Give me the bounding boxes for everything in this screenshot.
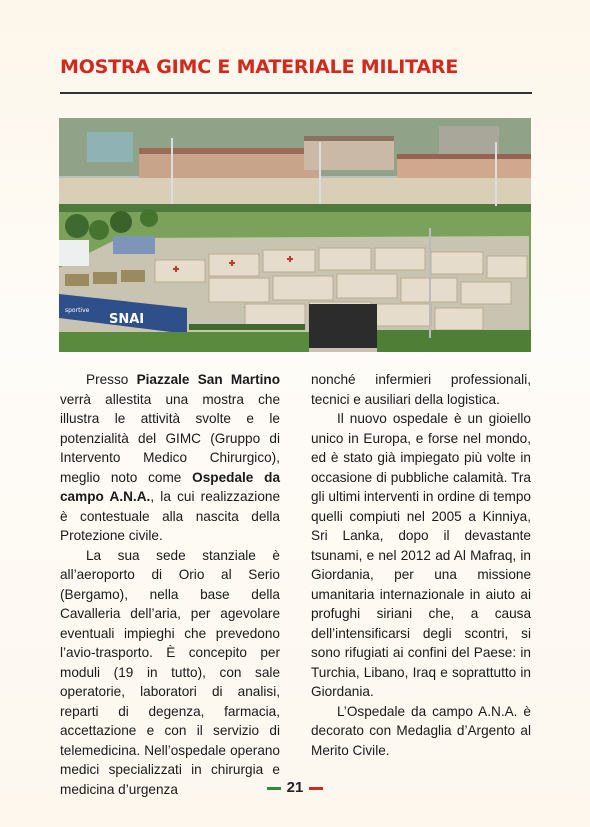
sign-text-small: sportive	[65, 307, 90, 314]
page-number-text: 21	[286, 779, 304, 796]
paragraph-continuation: nonché infermieri professionali, tecnici e ausiliari della logistica.	[311, 372, 531, 407]
bold-text-run: Piazzale San Martino	[136, 372, 281, 387]
page-title: MOSTRA GIMC E MATERIALE MILITARE	[60, 56, 459, 78]
paragraph: La sua sede stanziale è all’aeroporto di Orio al Serio (Bergamo), nella base della Cavalleria dell’aria, per agevolare eventuali impieghi che prevedono l’avio-trasporto. È concepito per moduli (19 in tutto), con sale operatorie, laboratori di analisi, reparti di degenza, farmacia, accettazione e con il servizio di telemedicina. Nell’ospedale operano medici specializzati in chirurgia e medicina d’urgenza	[60, 547, 280, 797]
bold-text-run: Ospedale da campo A.N.A.	[60, 469, 280, 504]
paragraph: Il nuovo ospedale è un gioiello unico in Europa, e forse nel mondo, ed è stato già impiegato più volte in occasione di pubbliche calamità. Tra gli ultimi interventi in ordine di tempo quelli compiuti nel 2005 a Kinniya, Sri Lanka, dopo il devastante tsunami, e nel 2012 ad Al Mafraq, in Giordania, per una missione umanitaria internazionale in aiuto ai profughi siriani che, a causa dell’intensificarsi degli scontri, si sono rifugiati ai confini del Paese: in Turchia, Libano, Iraq e soprattutto in Giordania.	[311, 411, 531, 699]
title-rule	[60, 92, 532, 94]
paragraph: L’Ospedale da campo A.N.A. è decorato con Medaglia d’Argento al Merito Civile.	[311, 703, 531, 758]
text-column-right	[311, 370, 531, 760]
page-number	[0, 779, 590, 796]
text-run: verrà allestita una mostra che illustra le attività svolte e le potenzialità del GIMC (Gruppo di Intervento Medico Chirurgico), meglio noto come	[60, 391, 280, 485]
text-run: , la cui realizzazione è contestuale alla nascita della Protezione civile.	[60, 489, 281, 543]
text-column-left	[60, 370, 280, 799]
red-dash	[309, 787, 323, 790]
paragraph	[60, 370, 280, 546]
green-dash	[267, 787, 281, 790]
text-run: Presso	[86, 372, 137, 387]
field-hospital-photo	[59, 118, 531, 352]
sign-text: SNAI	[109, 312, 145, 327]
